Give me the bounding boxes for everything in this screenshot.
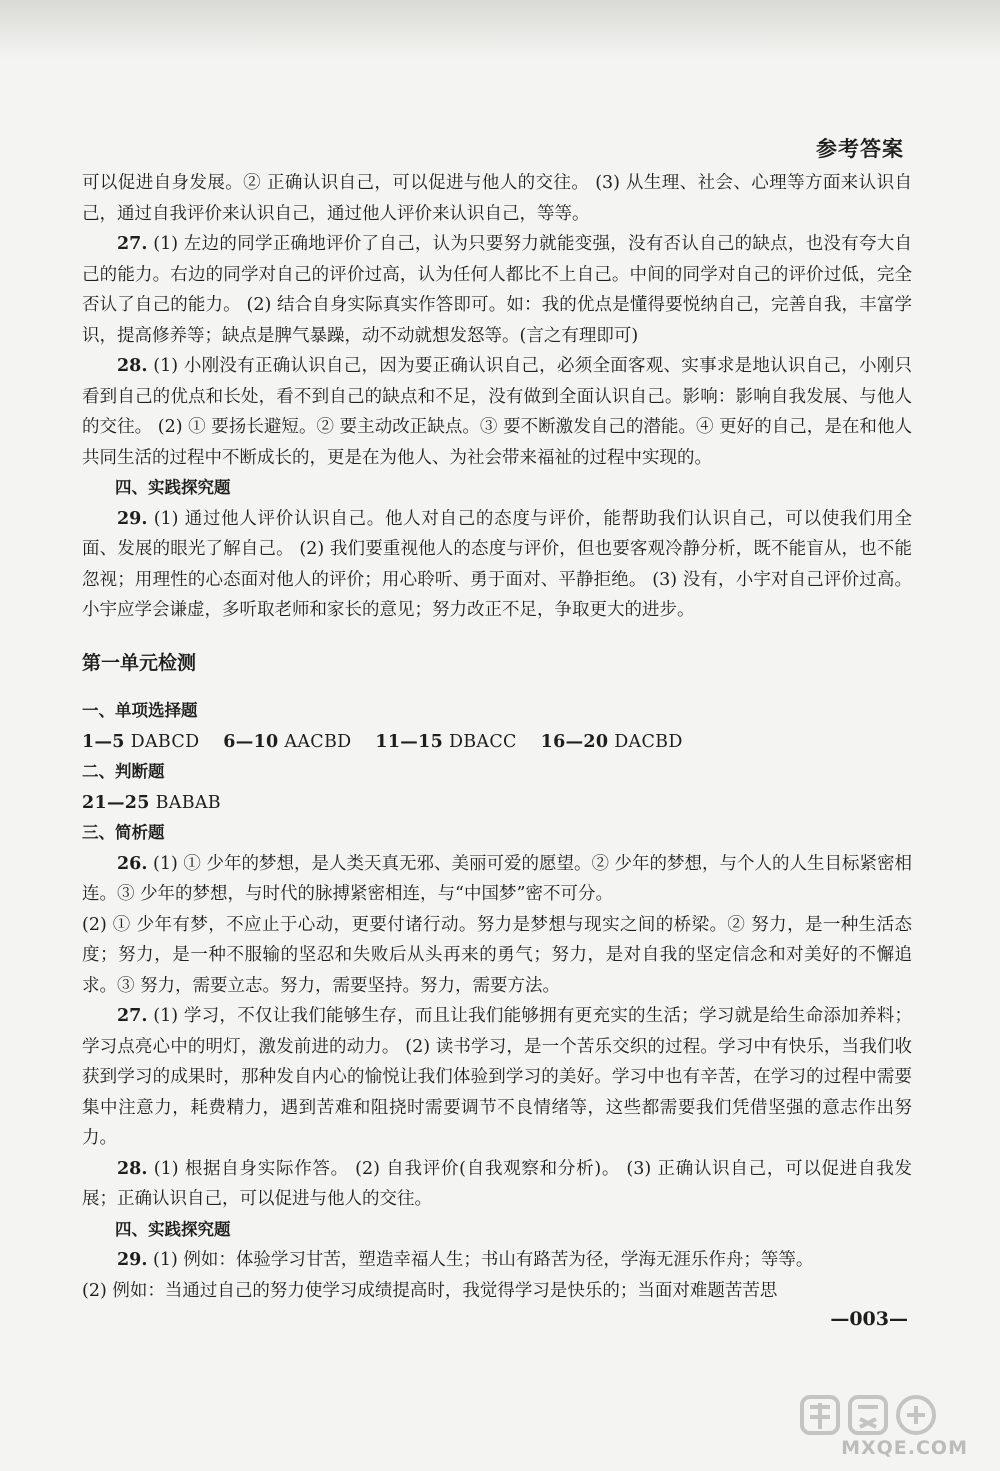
- answer-text: (1) 通过他人评价认识自己。他人对自己的态度与评价，能帮助我们认识自己，可以使我们用全面、发展的眼光了解自己。 (2) 我们要重视他人的态度与评价，但也要客观冷静分析，既不能盲从，也不能忽视；用理性的心态面对他人的评价；用心聆听、勇于面对、平静拒绝。 (3) 没有，小宇对自己评价过高。小宇应学会谦虚，多听取老师和家长的意见；努力改正不足，争取更大的进步。: [82, 508, 912, 620]
- watermark-logo-icon: [794, 1389, 982, 1441]
- question-number: 26.: [117, 853, 148, 874]
- answer-content: [82, 168, 912, 1306]
- unit-answer-27: [82, 1001, 912, 1154]
- answer-text: (1) ① 少年的梦想，是人类天真无邪、美丽可爱的愿望。② 少年的梦想，与个人的人生目标紧密相连。③ 少年的梦想，与时代的脉搏紧密相连，与“中国梦”密不可分。: [82, 853, 913, 904]
- answer-range: 1—5: [82, 731, 125, 752]
- unit-answer-28: [82, 1154, 912, 1215]
- section-heading-practice-unit: 四、实践探究题: [115, 1219, 231, 1239]
- section-heading-practice: 四、实践探究题: [115, 478, 231, 497]
- question-number: 28.: [117, 1158, 148, 1179]
- section-heading-judgement: 二、判断题: [82, 762, 165, 781]
- question-number: 27.: [117, 234, 148, 254]
- answer-letters: DBACC: [448, 731, 517, 752]
- unit-title: 第一单元检测: [82, 651, 197, 674]
- question-number: 27.: [117, 1006, 148, 1026]
- section-heading-analysis: 三、简析题: [82, 823, 165, 842]
- section-heading-choice: 一、单项选择题: [82, 701, 198, 720]
- answer-letters: DACBD: [614, 731, 683, 752]
- answer-range: 11—15: [375, 731, 444, 752]
- answer-letters: BABAB: [155, 792, 221, 813]
- continued-answer: 可以促进自身发展。② 正确认识自己，可以促进与他人的交往。 (3) 从生理、社会、心理等方面来认识自己，通过自我评价来认识自己，通过他人评价来认识自己，等等。: [82, 173, 912, 224]
- answer-text: (1) 根据自身实际作答。 (2) 自我评价(自我观察和分析)。 (3) 正确认识自己，可以促进自我发展；正确认识自己，可以促进与他人的交往。: [82, 1158, 912, 1209]
- answer-text: (1) 左边的同学正确地评价了自己，认为只要努力就能变强，没有否认自己的缺点，也没有夸大自己的能力。右边的同学对自己的评价过高，认为任何人都比不上自己。中间的同学对自己的评价过低，完全否认了自己的能力。 (2) 结合自身实际真实作答即可。如：我的优点是懂得要悦纳自己，完善自我，丰富学识，提高修养等；缺点是脾气暴躁，动不动就想发怒等。(言之有理即可): [82, 234, 912, 346]
- judgement-answers-row: [82, 788, 912, 819]
- choice-answers-row: [82, 727, 912, 758]
- question-number: 28.: [117, 356, 148, 376]
- question-number: 29.: [117, 1250, 148, 1270]
- answer-text: (1) 学习，不仅让我们能够生存，而且让我们能够拥有更充实的生活；学习就是给生命添加养料；学习点亮心中的明灯，激发前进的动力。 (2) 读书学习，是一个苦乐交织的过程。学习中有快乐，当我们收获到学习的成果时，那种发自内心的愉悦让我们体验到学习的美好。学习中也有辛苦，在学习的过程中需要集中注意力，耗费精力，遇到苦难和阻挠时需要调节不良情绪等，这些都需要我们凭借坚强的意志作出努力。: [82, 1006, 912, 1148]
- answer-27: [82, 229, 912, 351]
- answer-range: 6—10: [223, 731, 279, 752]
- answer-letters: AACBD: [284, 731, 352, 752]
- unit-answer-29a: [82, 1245, 912, 1276]
- answer-text: (1) 例如：体验学习甘苦，塑造幸福人生；书山有路苦为径，学海无涯乐作舟；等等。: [153, 1250, 814, 1270]
- unit-answer-29b: (2) 例如：当通过自己的努力使学习成绩提高时，我觉得学习是快乐的；当面对难题苦苦思: [82, 1280, 778, 1301]
- question-number: 29.: [117, 508, 148, 529]
- answer-29: [82, 504, 912, 626]
- scan-top-shadow: [0, 0, 1000, 60]
- answer-range: 16—20: [540, 731, 609, 752]
- unit-answer-26b: (2) ① 少年有梦，不应止于心动，更要付诸行动。努力是梦想与现实之间的桥梁。② 努力，是一种生活态度；努力，是一种不服输的坚忍和失败后从头再来的勇气；努力，是对自我的坚定信念和对美好的不懈追求。③ 努力，需要立志。努力，需要坚持。努力，需要方法。: [82, 914, 912, 996]
- answer-28: [82, 351, 912, 473]
- watermark-site-text: MXQE.COM: [841, 1437, 968, 1459]
- answer-letters: DABCD: [130, 731, 200, 752]
- page-header-title: 参考答案: [816, 136, 904, 161]
- site-watermark: [794, 1389, 982, 1459]
- answer-range: 21—25: [82, 792, 150, 813]
- unit-answer-26a: [82, 849, 912, 910]
- page-number: —003—: [830, 1308, 908, 1330]
- answer-text: (1) 小刚没有正确认识自己，因为要正确认识自己，必须全面客观、实事求是地认识自己，小刚只看到自己的优点和长处，看不到自己的缺点和不足，没有做到全面认识自己。影响：影响自我发展、与他人的交往。 (2) ① 要扬长避短。② 要主动改正缺点。③ 要不断激发自己的潜能。④ 更好的自己，是在和他人共同生活的过程中不断成长的，更是在为他人、为社会带来福祉的过程中实现的。: [82, 356, 912, 468]
